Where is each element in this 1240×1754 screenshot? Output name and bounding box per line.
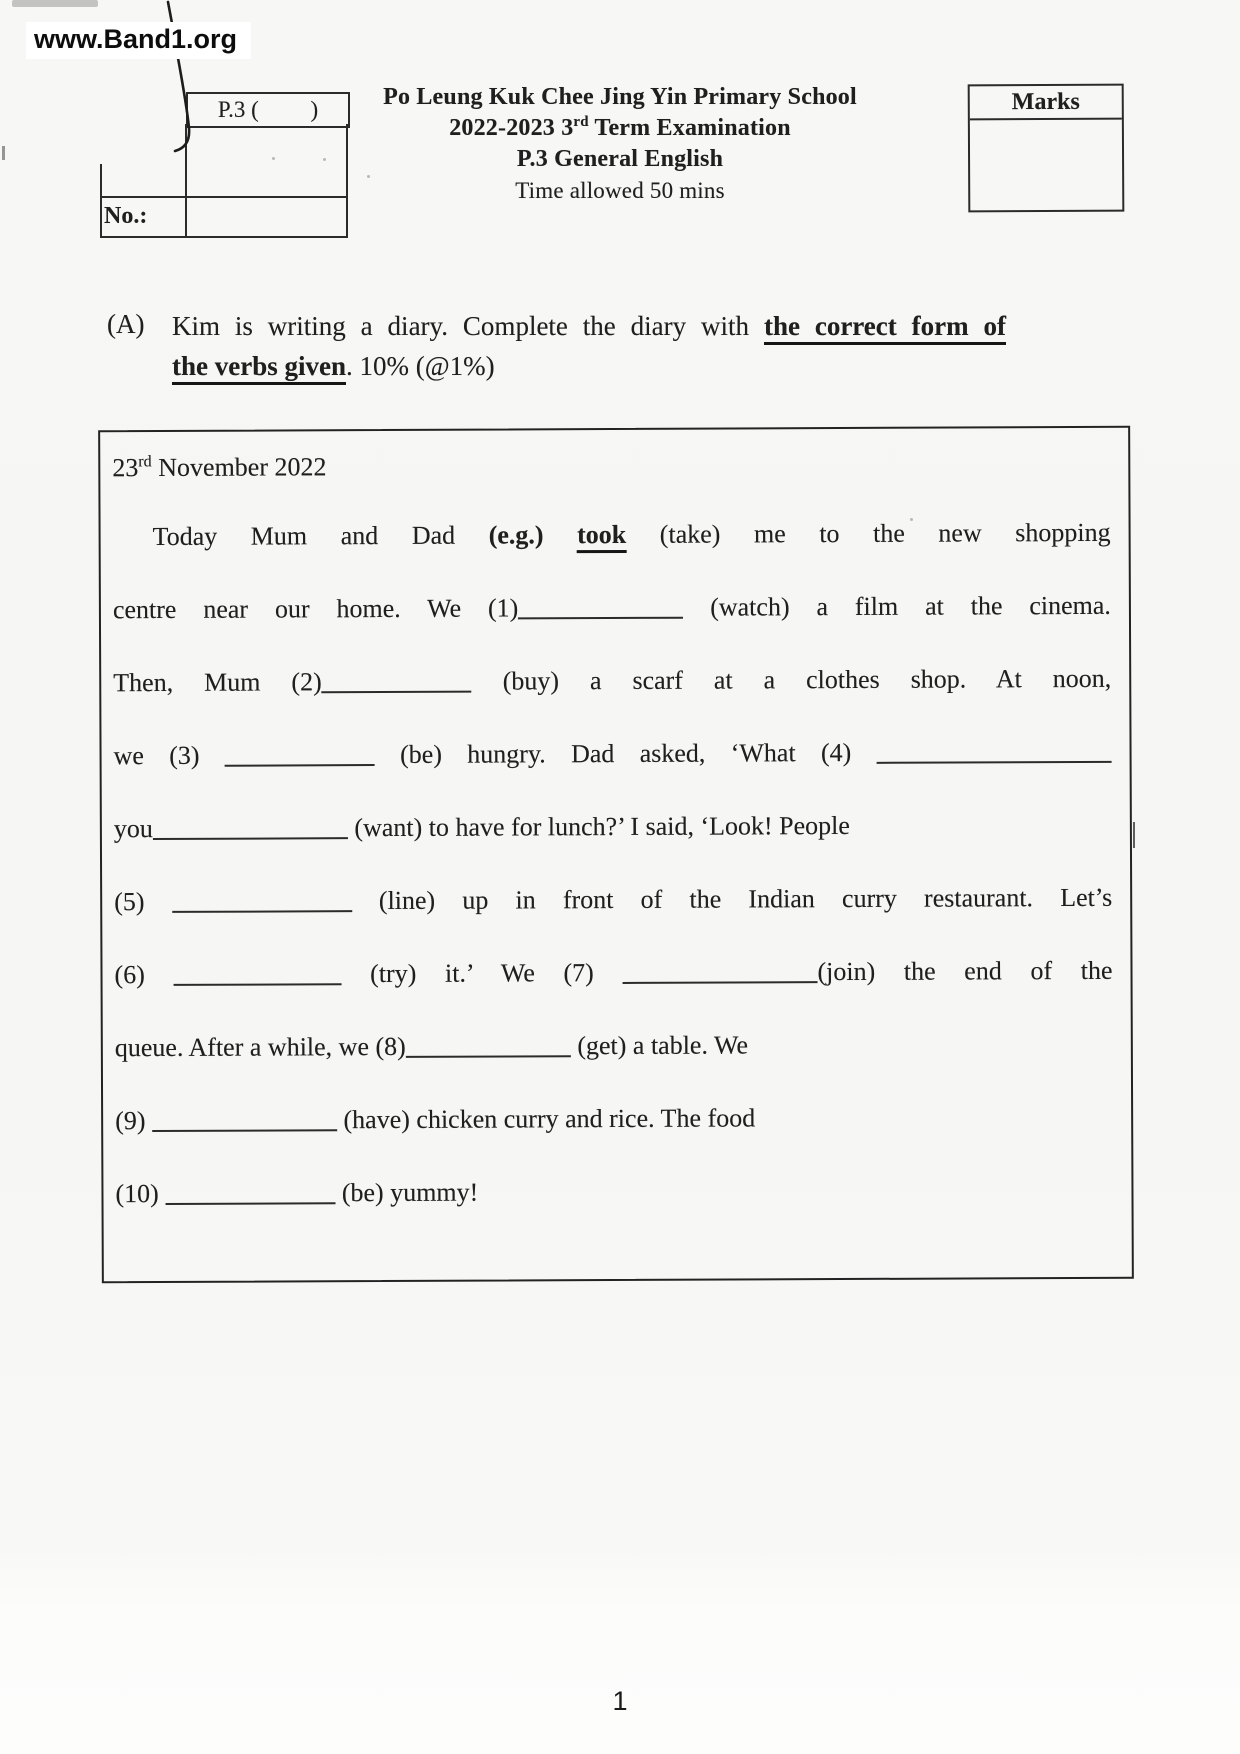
answer-blank[interactable] (518, 591, 683, 620)
school-name: Po Leung Kuk Chee Jing Yin Primary School (383, 84, 857, 110)
text-segment: (get) a table. We (570, 1030, 749, 1061)
text-segment: Kim is writing a diary. Complete the diary with (172, 311, 764, 341)
text-segment: (be) hungry. Dad asked, ‘What (4) (374, 737, 877, 770)
text-segment: (9) (115, 1106, 153, 1136)
diary-line-5 (114, 788, 1112, 865)
marks-box (968, 84, 1125, 213)
diary-line-3 (113, 642, 1111, 719)
text-segment: (5) (114, 886, 172, 917)
diary-date-rest: November 2022 (151, 452, 327, 483)
diary-line-4 (113, 715, 1111, 792)
text-segment: (e.g.) (488, 520, 578, 550)
scan-dot (272, 157, 275, 160)
time-allowed: Time allowed 50 mins (515, 178, 725, 203)
table-line (100, 236, 348, 238)
text-segment: (join) the end of the (817, 955, 1113, 987)
text-segment: (line) up in front of the Indian curry restaurant. Let’s (351, 882, 1113, 916)
text-segment: we (3) (113, 740, 225, 771)
text-segment: Then, Mum (2) (113, 667, 322, 698)
answer-blank[interactable] (225, 738, 375, 767)
diary-line-6 (114, 861, 1112, 938)
diary-line-1 (112, 496, 1110, 573)
exam-title (350, 113, 890, 144)
answer-blank[interactable] (406, 1029, 571, 1058)
diary-line-9 (115, 1080, 1113, 1157)
answer-blank[interactable] (165, 1176, 335, 1205)
answer-blank[interactable] (173, 957, 341, 986)
text-segment: . 10% (@1%) (345, 351, 495, 381)
diary-line-8 (115, 1007, 1113, 1084)
scan-dot (323, 158, 326, 161)
diary-line-2 (113, 569, 1111, 646)
text-segment: (10) (115, 1178, 166, 1209)
scan-edge-mark (2, 146, 5, 160)
watermark-label: www.Band1.org (26, 22, 251, 59)
text-segment: (have) chicken curry and rice. The food (336, 1103, 756, 1135)
diary-box (98, 426, 1134, 1283)
answer-blank[interactable] (172, 884, 352, 913)
instruction-line-2 (172, 346, 1006, 386)
subject-title: P.3 General English (516, 146, 724, 172)
section-a-instruction (172, 306, 1006, 386)
section-a-label: (A) (107, 309, 145, 339)
diary-line-10 (115, 1153, 1113, 1230)
class-number-field[interactable]: P.3 ( ) (186, 92, 350, 128)
answer-blank[interactable] (322, 665, 472, 694)
text-segment: (try) it.’ We (7) (341, 957, 623, 989)
answer-blank[interactable] (876, 735, 1111, 764)
text-segment: Today Mum and Dad (152, 520, 489, 552)
text-segment: queue. After a while, we (8) (114, 1031, 406, 1063)
text-segment: (take) me to the new shopping (626, 517, 1111, 549)
text-segment: the verbs given (172, 351, 346, 385)
ordinal-suffix: rd (573, 114, 589, 130)
text-segment: (be) yummy! (335, 1177, 479, 1208)
text-segment: (want) to have for lunch?’ I said, ‘Look! People (347, 810, 850, 843)
answer-blank[interactable] (152, 1103, 337, 1132)
table-line (100, 196, 348, 198)
exam-header (350, 82, 890, 206)
diary-line-7 (114, 934, 1112, 1011)
page-number: 1 (612, 1686, 628, 1716)
answer-blank[interactable] (622, 955, 817, 984)
exam-title-suffix: Term Examination (588, 115, 791, 141)
exam-title-prefix: 2022-2023 3 (449, 115, 574, 141)
text-segment: you (113, 814, 153, 844)
student-number-label: No.: (104, 203, 148, 229)
answer-blank[interactable] (153, 811, 348, 840)
text-segment: (6) (114, 959, 174, 990)
text-segment: centre near our home. We (1) (112, 593, 519, 625)
scan-edge-mark (1133, 822, 1135, 848)
text-segment: the correct form of (764, 311, 1006, 345)
text-segment: took (577, 520, 626, 553)
diary-date (112, 438, 1110, 500)
table-line (346, 124, 348, 238)
ordinal-suffix: rd (138, 453, 152, 471)
text-segment: (watch) a film at the cinema. (683, 590, 1111, 622)
text-segment: (buy) a scarf at a clothes shop. At noon, (471, 663, 1112, 696)
table-line (100, 164, 102, 238)
diary-body (112, 496, 1113, 1230)
diary-date-day: 23 (112, 453, 139, 483)
instruction-line-1 (172, 306, 1006, 346)
scan-smudge (12, 0, 98, 7)
marks-label: Marks (970, 86, 1122, 121)
